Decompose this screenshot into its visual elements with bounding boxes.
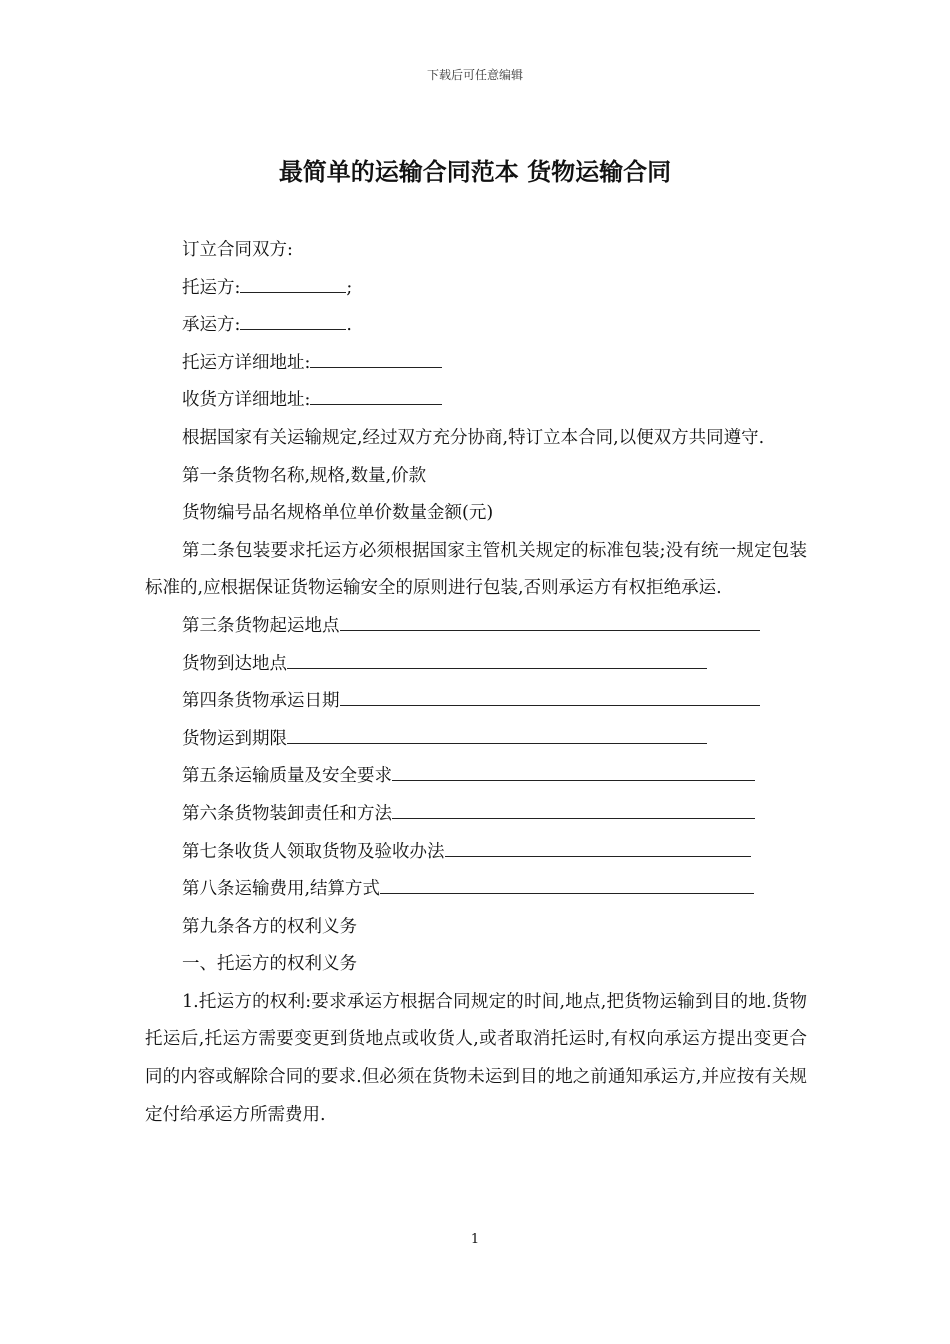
article-7-label: 第七条收货人领取货物及验收办法 (182, 841, 445, 862)
section-shipper-rights: 一、托运方的权利义务 (182, 954, 357, 975)
article-5-blank (392, 764, 755, 782)
article-3 (145, 608, 807, 646)
article-1: 第一条货物名称,规格,数量,价款 (182, 465, 427, 486)
article-3-blank (340, 613, 760, 631)
article-4-blank (340, 689, 760, 707)
article-2: 第二条包装要求托运方必须根据国家主管机关规定的标准包装;没有统一规定包装标准的,应根据保证货物运输安全的原则进行包装,否则承运方有权拒绝承运. (145, 540, 807, 599)
article-5 (145, 758, 807, 796)
document-title: 最简单的运输合同范本 货物运输合同 (278, 158, 672, 186)
page-number: 1 (470, 1232, 480, 1247)
paragraph-carrier (145, 307, 807, 345)
consignee-address-label: 收货方详细地址: (182, 390, 311, 411)
article-4-label: 第四条货物承运日期 (182, 691, 340, 712)
shipper-address-label: 托运方详细地址: (182, 352, 311, 373)
article-3-destination (145, 646, 807, 684)
paragraph-shipper (145, 270, 807, 308)
page-header: 下载后可任意编辑 (426, 68, 523, 82)
destination-blank (287, 651, 707, 669)
paragraph-shipper-address (145, 345, 807, 383)
article-8 (145, 871, 807, 909)
article-4-deadline (145, 721, 807, 759)
carrier-end: . (346, 315, 352, 336)
clause-shipper-rights: 1.托运方的权利:要求承运方根据合同规定的时间,地点,把货物运输到目的地.货物托运后,托运方需要变更到货地点或收货人,或者取消托运时,有权向承运方提出变更合同的内容或解除合同的要求.但必须在货物未运到目的地之前通知承运方,并应按有关规定付给承运方所需费用. (145, 991, 807, 1125)
paragraph-preamble: 根据国家有关运输规定,经过双方充分协商,特订立本合同,以便双方共同遵守. (182, 427, 765, 448)
destination-label: 货物到达地点 (182, 653, 287, 674)
article-5-label: 第五条运输质量及安全要求 (182, 766, 392, 787)
consignee-address-blank (310, 388, 442, 406)
article-6-blank (392, 801, 755, 819)
article-6-label: 第六条货物装卸责任和方法 (182, 803, 392, 824)
carrier-label: 承运方: (182, 315, 241, 336)
shipper-label: 托运方: (182, 277, 241, 298)
article-3-label: 第三条货物起运地点 (182, 615, 340, 636)
shipper-address-blank (310, 350, 442, 368)
article-8-blank (380, 876, 754, 894)
paragraph-consignee-address (145, 382, 807, 420)
article-7 (145, 834, 807, 872)
article-8-label: 第八条运输费用,结算方式 (182, 879, 381, 900)
deadline-blank (287, 726, 707, 744)
carrier-blank (240, 313, 346, 331)
deadline-label: 货物运到期限 (182, 728, 287, 749)
shipper-blank (240, 275, 346, 293)
contract-body (145, 232, 807, 1134)
article-7-blank (445, 839, 751, 857)
paragraph-parties (145, 232, 807, 270)
shipper-end: ; (346, 277, 353, 298)
article-6 (145, 796, 807, 834)
parties-label: 订立合同双方: (182, 240, 293, 260)
article-1-columns: 货物编号品名规格单位单价数量金额(元) (182, 503, 494, 524)
article-4 (145, 683, 807, 721)
article-9: 第九条各方的权利义务 (182, 916, 357, 937)
